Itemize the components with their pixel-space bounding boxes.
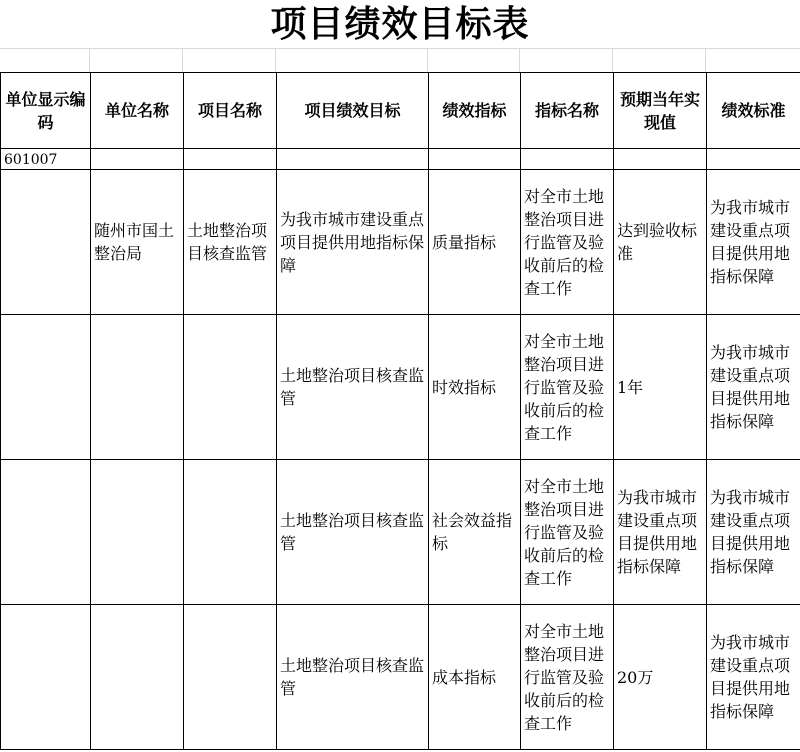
gridline <box>275 48 276 72</box>
gridline <box>519 48 520 72</box>
goal-cell: 土地整治项目核查监管 <box>277 460 429 605</box>
empty-cell <box>521 149 614 170</box>
indicator-cell: 质量指标 <box>429 170 521 315</box>
gridline <box>612 48 613 72</box>
gridline <box>89 48 90 72</box>
unit-code-cell: 601007 <box>1 149 91 170</box>
header-standard: 绩效标准 <box>707 73 800 149</box>
standard-cell: 为我市城市建设重点项目提供用地指标保障 <box>707 605 800 750</box>
gridline <box>427 48 428 72</box>
empty-cell <box>429 149 521 170</box>
indicator-cell: 社会效益指标 <box>429 460 521 605</box>
standard-cell: 为我市城市建设重点项目提供用地指标保障 <box>707 460 800 605</box>
unit-name-cell <box>91 460 184 605</box>
header-project-name: 项目名称 <box>184 73 277 149</box>
standard-cell: 为我市城市建设重点项目提供用地指标保障 <box>707 170 800 315</box>
expected-value-cell: 20万 <box>614 605 707 750</box>
project-name-cell: 土地整治项目核查监管 <box>184 170 277 315</box>
project-name-cell <box>184 315 277 460</box>
header-goal: 项目绩效目标 <box>277 73 429 149</box>
spacer-row <box>0 48 800 72</box>
indicator-name-cell: 对全市土地整治项目进行监管及验收前后的检查工作 <box>521 170 614 315</box>
expected-value-cell: 达到验收标准 <box>614 170 707 315</box>
empty-cell <box>277 149 429 170</box>
unit-name-cell <box>91 315 184 460</box>
header-indicator: 绩效指标 <box>429 73 521 149</box>
header-indicator-name: 指标名称 <box>521 73 614 149</box>
header-row <box>1 73 800 149</box>
unit-name-cell: 随州市国土整治局 <box>91 170 184 315</box>
gridline <box>705 48 706 72</box>
goal-cell: 土地整治项目核查监管 <box>277 315 429 460</box>
unit-code-cell <box>1 315 91 460</box>
gridline <box>182 48 183 72</box>
unit-code-cell <box>1 460 91 605</box>
table-row <box>1 315 800 460</box>
performance-target-table <box>0 72 800 750</box>
indicator-cell: 成本指标 <box>429 605 521 750</box>
indicator-name-cell: 对全市土地整治项目进行监管及验收前后的检查工作 <box>521 315 614 460</box>
table-row <box>1 460 800 605</box>
expected-value-cell: 为我市城市建设重点项目提供用地指标保障 <box>614 460 707 605</box>
page-title: 项目绩效目标表 <box>270 3 530 45</box>
table-row <box>1 170 800 315</box>
empty-cell <box>184 149 277 170</box>
unit-code-cell <box>1 170 91 315</box>
empty-cell <box>91 149 184 170</box>
title-row <box>0 0 800 48</box>
goal-cell: 土地整治项目核查监管 <box>277 605 429 750</box>
unit-code-cell <box>1 605 91 750</box>
project-name-cell <box>184 605 277 750</box>
empty-cell <box>614 149 707 170</box>
unit-code-row <box>1 149 800 170</box>
expected-value-cell: 1年 <box>614 315 707 460</box>
goal-cell: 为我市城市建设重点项目提供用地指标保障 <box>277 170 429 315</box>
header-unit-name: 单位名称 <box>91 73 184 149</box>
indicator-name-cell: 对全市土地整治项目进行监管及验收前后的检查工作 <box>521 605 614 750</box>
header-unit-code: 单位显示编码 <box>1 73 91 149</box>
empty-cell <box>707 149 800 170</box>
project-name-cell <box>184 460 277 605</box>
header-expected-value: 预期当年实现值 <box>614 73 707 149</box>
standard-cell: 为我市城市建设重点项目提供用地指标保障 <box>707 315 800 460</box>
unit-name-cell <box>91 605 184 750</box>
table-row <box>1 605 800 750</box>
indicator-cell: 时效指标 <box>429 315 521 460</box>
indicator-name-cell: 对全市土地整治项目进行监管及验收前后的检查工作 <box>521 460 614 605</box>
